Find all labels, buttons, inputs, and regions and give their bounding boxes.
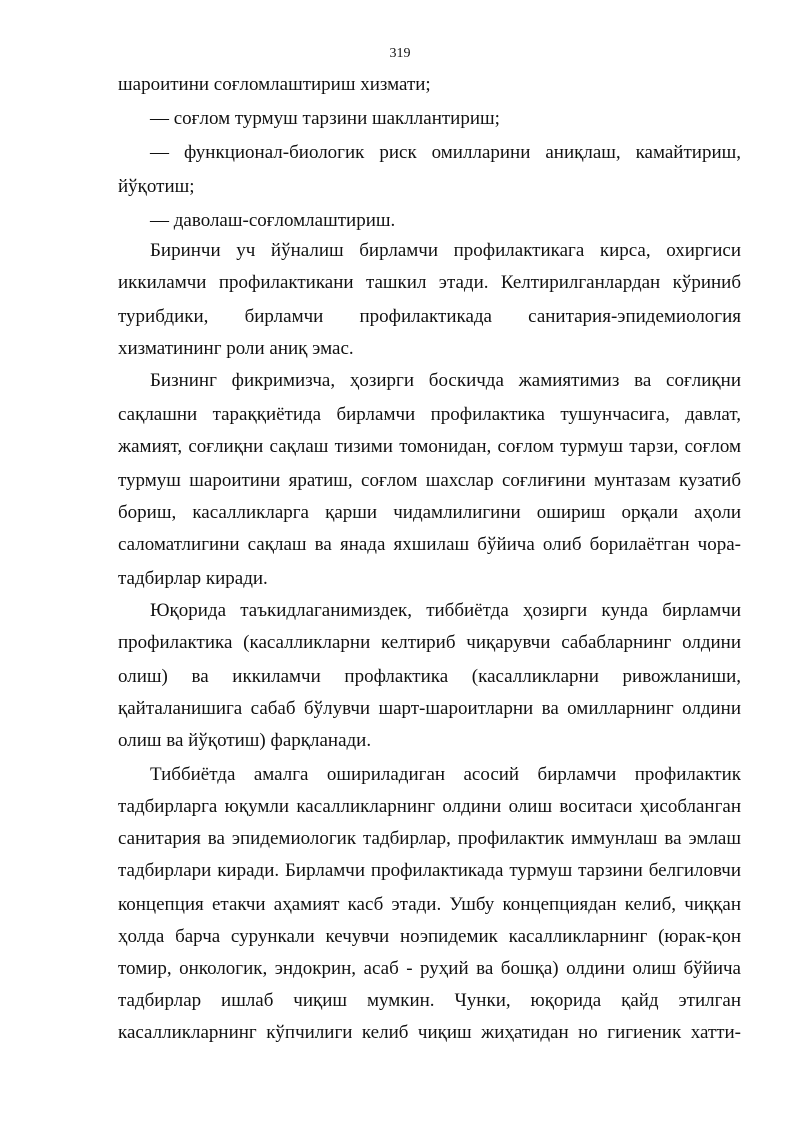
text-line: турибдики, бирламчи профилактикада санитария-эпидемиология <box>118 306 741 327</box>
text-line: қайталанишига сабаб бўлувчи шарт-шароитларни ва омилларнинг олдини <box>118 698 741 719</box>
list-item: — соғлом турмуш тарзини шакллантириш; <box>150 108 500 129</box>
text-line: олиш) ва иккиламчи профлактика (касалликларни ривожланиши, <box>118 666 741 687</box>
list-item: — даволаш-соғломлаштириш. <box>150 210 396 231</box>
text-line: хизматининг роли аниқ эмас. <box>118 338 354 359</box>
text-line: бориш, касалликларга қарши чидамлилигини ошириш орқали аҳоли <box>118 502 741 523</box>
text-line: йўқотиш; <box>118 176 195 197</box>
text-line: ҳолда барча сурункали кечувчи ноэпидемик касалликларнинг (юрак-қон <box>118 926 741 947</box>
text-line: турмуш шароитини яратиш, соғлом шахслар соғлиғини мунтазам кузатиб <box>118 470 741 491</box>
text-line: Тиббиётда амалга ошириладиган асосий бирламчи профилактик <box>150 764 741 785</box>
text-line: олиш ва йўқотиш) фарқланади. <box>118 730 372 751</box>
text-line: санитария ва эпидемиологик тадбирлар, профилактик иммунлаш ва эмлаш <box>118 828 741 849</box>
text-line: саломатлигини сақлаш ва янада яхшилаш бўйича олиб борилаётган чора- <box>118 534 741 555</box>
list-item: — функционал-биологик риск омилларини аниқлаш, камайтириш, <box>150 142 741 163</box>
text-line: тадбирларга юқумли касалликларнинг олдини олиш воситаси ҳисобланган <box>118 796 741 817</box>
text-line: иккиламчи профилактикани ташкил этади. Келтирилганлардан кўриниб <box>118 272 741 293</box>
text-line: Бизнинг фикримизча, ҳозирги боскичда жамиятимиз ва соғлиқни <box>150 370 741 391</box>
text-line: сақлашни тараққиётида бирламчи профилактика тушунчасига, давлат, <box>118 404 741 425</box>
text-line: касалликларнинг кўпчилиги келиб чиқиш жиҳатидан но гигиеник хатти- <box>118 1022 741 1043</box>
text-line: томир, онкологик, эндокрин, асаб - руҳий ва бошқа) олдини олиш бўйича <box>118 958 741 979</box>
text-line: профилактика (касалликларни келтириб чиқарувчи сабабларнинг олдини <box>118 632 741 653</box>
text-line: Юқорида таъкидлаганимиздек, тиббиётда ҳозирги кунда бирламчи <box>150 600 741 621</box>
text-line: Биринчи уч йўналиш бирламчи профилактикага кирса, охиргиси <box>150 240 741 261</box>
text-line: концепция етакчи аҳамият касб этади. Ушбу концепциядан келиб, чиққан <box>118 894 741 915</box>
page-number: 319 <box>389 46 411 61</box>
text-line: тадбирлар ишлаб чиқиш мумкин. Чунки, юқорида қайд этилган <box>118 990 741 1011</box>
text-line: шароитини соғломлаштириш хизмати; <box>118 74 431 95</box>
text-line: жамият, соғлиқни сақлаш тизими томонидан, соғлом турмуш тарзи, соғлом <box>118 436 741 457</box>
text-line: тадбирлар киради. <box>118 568 268 589</box>
text-line: тадбирлари киради. Бирламчи профилактикада турмуш тарзини белгиловчи <box>118 860 741 881</box>
